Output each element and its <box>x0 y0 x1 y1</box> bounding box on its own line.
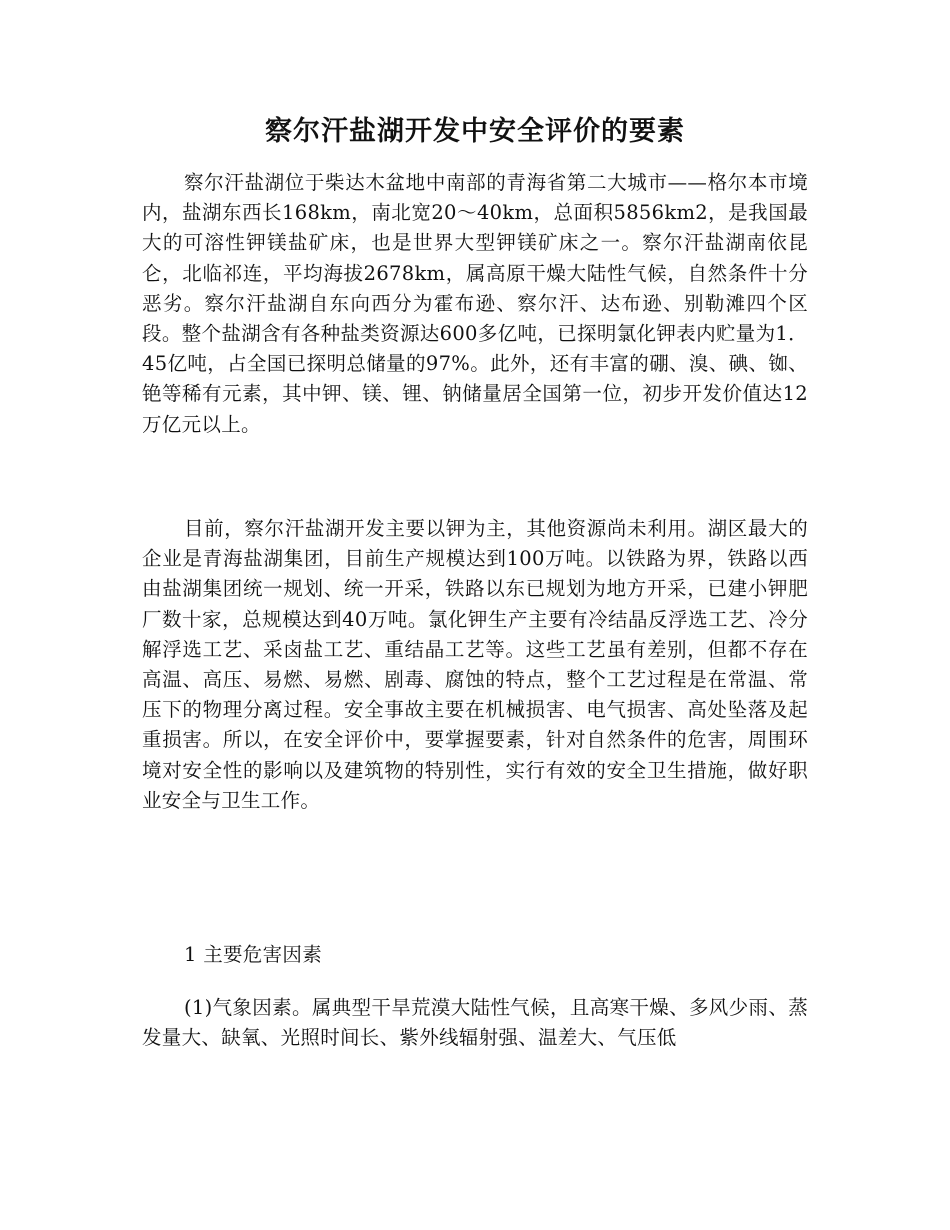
section-heading: 1 主要危害因素 <box>184 943 323 966</box>
body-paragraph-1: 察尔汗盐湖位于柴达木盆地中南部的青海省第二大城市——格尔本市境内，盐湖东西长168km，南北宽20～40km，总面积5856km2，是我国最大的可溶性钾镁盐矿床，也是世界大型钾镁矿床之一。察尔汗盐湖南依昆仑，北临祁连，平均海拔2678km，属高原干燥大陆性气候，自然条件十分恶劣。察尔汗盐湖自东向西分为霍布逊、察尔汗、达布逊、别勒滩四个区段。整个盐湖含有各种盐类资源达600多亿吨，已探明氯化钾表内贮量为1．45亿吨，占全国已探明总储量的97%。此外，还有丰富的硼、溴、碘、铷、铯等稀有元素，其中钾、镁、锂、钠储量居全国第一位，初步开发价值达12万亿元以上。 <box>142 171 808 436</box>
body-paragraph-2: 目前，察尔汗盐湖开发主要以钾为主，其他资源尚未利用。湖区最大的企业是青海盐湖集团，目前生产规模达到100万吨。以铁路为界，铁路以西由盐湖集团统一规划、统一开采，铁路以东已规划为地方开采，已建小钾肥厂数十家，总规模达到40万吨。氯化钾生产主要有冷结晶反浮选工艺、冷分解浮选工艺、采卤盐工艺、重结晶工艺等。这些工艺虽有差别，但都不存在高温、高压、易燃、易燃、剧毒、腐蚀的特点，整个工艺过程是在常温、常压下的物理分离过程。安全事故主要在机械损害、电气损害、高处坠落及起重损害。所以，在安全评价中，要掌握要素，针对自然条件的危害，周围环境对安全性的影响以及建筑物的特别性，实行有效的安全卫生措施，做好职业安全与卫生工作。 <box>142 517 808 812</box>
document-title: 察尔汗盐湖开发中安全评价的要素 <box>265 116 685 147</box>
section-paragraph: (1)气象因素。属典型干旱荒漠大陆性气候，且高寒干燥、多风少雨、蒸发量大、缺氧、光照时间长、紫外线辐射强、温差大、气压低 <box>142 996 808 1050</box>
